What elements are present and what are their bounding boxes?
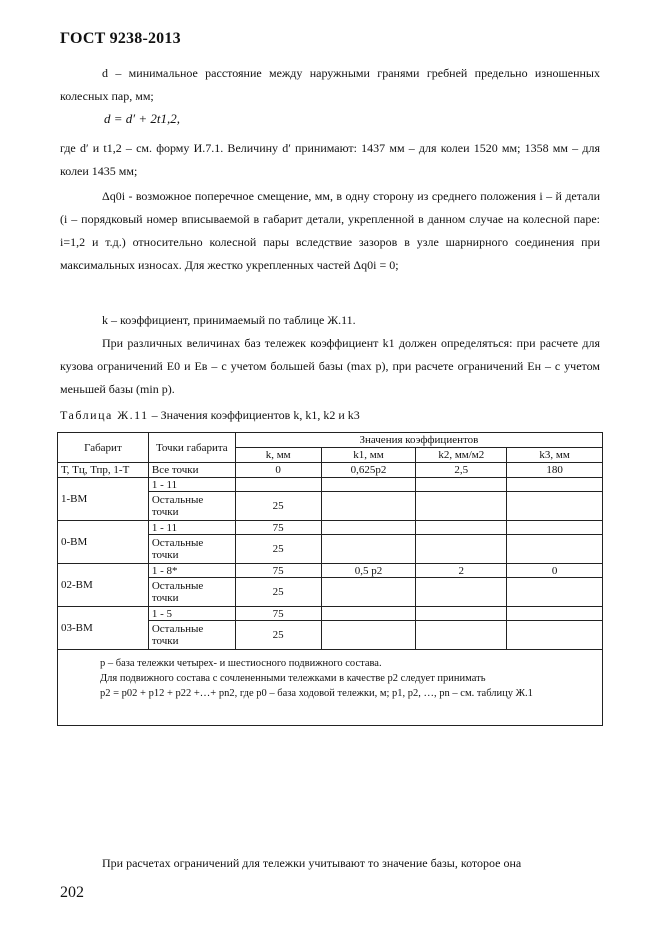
document-header: ГОСТ 9238-2013 — [60, 30, 181, 47]
cell-k2 — [416, 607, 507, 621]
note-articulated: Для подвижного состава с сочлененными тележками в качестве p2 следует принимать — [100, 673, 486, 684]
cell-k1 — [321, 492, 416, 521]
cell-gabarit: 02-ВМ — [58, 564, 149, 607]
cell-gabarit: 03-ВМ — [58, 607, 149, 650]
cell-k3: 0 — [507, 564, 603, 578]
cell-k1: 0,5 p2 — [321, 564, 416, 578]
cell-k3 — [507, 521, 603, 535]
cell-k3 — [507, 607, 603, 621]
header-k2: k2, мм/м2 — [416, 448, 507, 463]
header-k1: k1, мм — [321, 448, 416, 463]
cell-k1 — [321, 535, 416, 564]
cell-k3 — [507, 621, 603, 650]
cell-k: 75 — [235, 607, 321, 621]
cell-points: 1 - 5 — [148, 607, 235, 621]
cell-points: Все точки — [148, 463, 235, 478]
table-notes — [58, 650, 603, 726]
header-k: k, мм — [235, 448, 321, 463]
table-caption-text: – Значения коэффициентов k, k1, k2 и k3 — [151, 408, 360, 422]
cell-k3 — [507, 578, 603, 607]
cell-gabarit: 0-ВМ — [58, 521, 149, 564]
header-points: Точки габарита — [148, 433, 235, 463]
cell-points: 1 - 11 — [148, 478, 235, 492]
cell-k3 — [507, 492, 603, 521]
paragraph-k-definition: k – коэффициент, принимаемый по таблице Ж.11. — [102, 313, 356, 327]
cell-k1: 0,625p2 — [321, 463, 416, 478]
cell-k: 75 — [235, 564, 321, 578]
cell-gabarit: 1-ВМ — [58, 478, 149, 521]
paragraph-d-definition: d – минимальное расстояние между наружными гранями гребней предельно изношенных колесных пар, мм; — [60, 66, 600, 103]
cell-k: 75 — [235, 521, 321, 535]
cell-points: Остальные точки — [148, 578, 235, 607]
header-values: Значения коэффициентов — [235, 433, 602, 448]
cell-k2 — [416, 578, 507, 607]
header-k3: k3, мм — [507, 448, 603, 463]
cell-k2 — [416, 521, 507, 535]
cell-k: 25 — [235, 492, 321, 521]
coefficients-table — [57, 432, 603, 726]
page-number: 202 — [60, 884, 84, 901]
cell-k1 — [321, 521, 416, 535]
cell-k2 — [416, 535, 507, 564]
cell-k3 — [507, 478, 603, 492]
cell-k1 — [321, 621, 416, 650]
cell-k2 — [416, 478, 507, 492]
cell-k: 25 — [235, 535, 321, 564]
cell-k2: 2,5 — [416, 463, 507, 478]
cell-k: 25 — [235, 621, 321, 650]
cell-k: 25 — [235, 578, 321, 607]
table-row — [58, 478, 603, 492]
cell-k1 — [321, 478, 416, 492]
note-base: p – база тележки четырех- и шестиосного подвижного состава. — [100, 658, 382, 669]
table-row — [58, 463, 603, 478]
cell-k2 — [416, 492, 507, 521]
paragraph-where: где d′ и t1,2 – см. форму И.7.1. Величину d′ принимают: 1437 мм – для колеи 1520 мм; 1358 мм – для колеи 1435 мм; — [60, 141, 600, 178]
cell-k1 — [321, 578, 416, 607]
cell-points: Остальные точки — [148, 492, 235, 521]
formula-d: d = d′ + 2t1,2, — [104, 111, 181, 126]
table-row — [58, 564, 603, 578]
cell-points: Остальные точки — [148, 535, 235, 564]
cell-k — [235, 478, 321, 492]
paragraph-bottom: При расчетах ограничений для тележки учитывают то значение базы, которое она — [102, 856, 522, 870]
cell-gabarit: Т, Тц, Тпр, 1-Т — [58, 463, 149, 478]
cell-points: 1 - 11 — [148, 521, 235, 535]
paragraph-delta-definition: Δq0i - возможное поперечное смещение, мм, в одну сторону из среднего положения i – й детали (i – порядковый номер вписываемой в габарит детали, укрепленной в данном случае на колесной паре: i=1,2 и т.д.) относительно колесной пары вследствие зазоров в узле шарнирного соединения при максимальных износах. Для жестко укрепленных частей Δq0i = 0; — [60, 189, 600, 272]
note-formula: p2 = p02 + p12 + p22 +…+ pn2, где p0 – база ходовой тележки, м; p1, p2, …, pn – см. таблицу Ж.1 — [100, 688, 533, 699]
paragraph-bases: При различных величинах баз тележек коэффициент k1 должен определяться: при расчете для кузова ограничений E0 и Eв – с учетом большей базы (max p), при расчете ограничений Eн – с учетом меньшей базы (min p). — [60, 336, 600, 396]
cell-k3 — [507, 535, 603, 564]
table-caption-prefix: Таблица Ж.11 — [60, 408, 149, 422]
table-row — [58, 607, 603, 621]
cell-points: 1 - 8* — [148, 564, 235, 578]
cell-k2 — [416, 621, 507, 650]
cell-points: Остальные точки — [148, 621, 235, 650]
cell-k3: 180 — [507, 463, 603, 478]
cell-k2: 2 — [416, 564, 507, 578]
table-row — [58, 521, 603, 535]
cell-k: 0 — [235, 463, 321, 478]
cell-k1 — [321, 607, 416, 621]
header-gabarit: Габарит — [58, 433, 149, 463]
table-caption — [60, 408, 360, 423]
